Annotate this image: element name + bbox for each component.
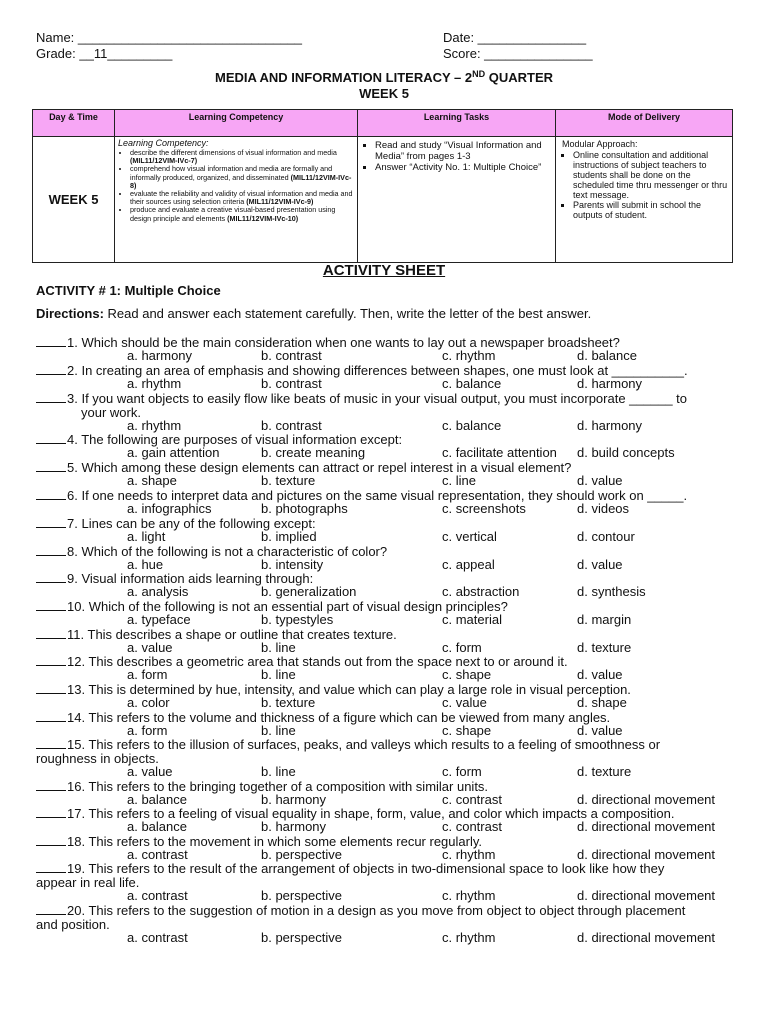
answer-blank[interactable]	[36, 335, 66, 347]
answer-blank[interactable]	[36, 627, 66, 639]
answer-option: a. form	[127, 667, 168, 682]
question-number: 18.	[67, 834, 86, 849]
question-number: 1.	[67, 335, 78, 350]
question-text: Which of the following is not an essential part of visual design principles?	[88, 599, 508, 614]
answer-option: c. shape	[442, 723, 492, 738]
list-item: ▪ Answer “Activity No. 1: Multiple Choice”	[375, 162, 552, 173]
question-number: 4.	[67, 432, 78, 447]
answer-option: c. rhythm	[442, 888, 496, 903]
table-header-row	[33, 110, 733, 137]
question-text: Lines can be any of the following except:	[81, 516, 316, 531]
title-sup: ND	[472, 69, 486, 79]
answer-option: d. balance	[577, 348, 637, 363]
question-text: In creating an area of emphasis and showing differences between shapes, one must look at __________.	[81, 363, 688, 378]
question-number: 14.	[67, 710, 86, 725]
answer-blank[interactable]	[36, 737, 66, 749]
answer-option: c. shape	[442, 667, 492, 682]
answer-option: a. rhythm	[127, 418, 182, 433]
tasks-cell	[358, 137, 556, 263]
answer-blank[interactable]	[36, 363, 66, 375]
answer-option: c. balance	[442, 376, 502, 391]
question-text: This refers to the movement in which some elements recur regularly.	[88, 834, 482, 849]
answer-blank[interactable]	[36, 654, 66, 666]
document-title	[0, 70, 768, 86]
grade-value: __11_________	[79, 46, 173, 61]
answer-option: a. balance	[127, 792, 187, 807]
question-number: 3.	[67, 391, 78, 406]
question-number: 19.	[67, 861, 86, 876]
question-text-continued: appear in real life.	[36, 875, 140, 890]
answer-option: a. color	[127, 695, 170, 710]
header-learning-competency: Learning Competency	[115, 110, 358, 137]
question-text: This refers to the volume and thickness of a figure which can be viewed from many angles.	[88, 710, 611, 725]
question-number: 16.	[67, 779, 86, 794]
question-number: 8.	[67, 544, 78, 559]
answer-blank[interactable]	[36, 391, 66, 403]
question-number: 5.	[67, 460, 78, 475]
question-number: 13.	[67, 682, 86, 697]
title-prefix: MEDIA AND INFORMATION LITERACY – 2	[214, 70, 473, 85]
answer-option: a. harmony	[127, 348, 193, 363]
answer-option: d. contour	[577, 529, 635, 544]
table-row	[33, 137, 733, 263]
question-text: Which should be the main consideration when one wants to lay out a newspaper broadsheet?	[81, 335, 620, 350]
answer-option: b. implied	[261, 529, 317, 544]
competency-code: (MIL11/12VIM-IVc-7)	[130, 156, 198, 166]
list-item: ▪ Online consultation and additional instructions of subject teachers to students shall be done on the scheduled time thru messenger or thru text message.	[573, 150, 729, 200]
answer-option: c. facilitate attention	[442, 445, 557, 460]
answer-blank[interactable]	[36, 488, 66, 500]
answer-option: d. shape	[577, 695, 627, 710]
answer-option: d. directional movement	[577, 930, 716, 945]
answer-option: c. screenshots	[442, 501, 526, 516]
question-text: If you want objects to easily flow like beats of music in your visual output, you must incorporate ______ to	[81, 391, 688, 406]
answer-option: c. contrast	[442, 792, 502, 807]
name-field: Name: _______________________________	[36, 30, 303, 45]
answer-option: b. line	[261, 764, 296, 779]
answer-option: c. material	[442, 612, 502, 627]
answer-blank[interactable]	[36, 682, 66, 694]
answer-option: c. line	[442, 473, 476, 488]
answer-option: b. harmony	[261, 819, 327, 834]
answer-option: d. value	[577, 723, 623, 738]
title-suffix: QUARTER	[485, 70, 553, 85]
question-text: This describes a geometric area that stands out from the space next to or around it.	[88, 654, 568, 669]
answer-option: a. gain attention	[127, 445, 220, 460]
answer-option: a. typeface	[127, 612, 191, 627]
directions-text: Read and answer each statement carefully. Then, write the letter of the best answer.	[103, 306, 592, 321]
competency-text: comprehend how visual information and media are formally and informally produced, organized, and disseminated	[130, 164, 333, 182]
answer-blank[interactable]	[36, 861, 66, 873]
answer-option: b. create meaning	[261, 445, 366, 460]
answer-option: c. rhythm	[442, 847, 496, 862]
delivery-label: Modular Approach:	[562, 139, 638, 149]
answer-blank[interactable]	[36, 599, 66, 611]
question-text: If one needs to interpret data and pictures on the same visual representation, they should work on _____.	[81, 488, 688, 503]
delivery-cell	[556, 137, 733, 263]
competency-text: produce and evaluate a creative visual-based presentation using design principle and elements	[130, 205, 336, 223]
tasks-list	[364, 140, 552, 173]
answer-option: b. contrast	[261, 376, 322, 391]
answer-option: d. harmony	[577, 376, 643, 391]
question-text: This describes a shape or outline that creates texture.	[87, 627, 397, 642]
answer-option: a. contrast	[127, 930, 188, 945]
answer-option: d. synthesis	[577, 584, 646, 599]
question-text: This refers to a feeling of visual equality in shape, form, value, and color which impacts a composition.	[88, 806, 675, 821]
answer-option: b. line	[261, 723, 296, 738]
question-number: 11.	[67, 627, 85, 642]
answer-option: a. light	[127, 529, 166, 544]
answer-option: a. contrast	[127, 847, 188, 862]
answer-option: b. contrast	[261, 418, 322, 433]
answer-option: a. contrast	[127, 888, 188, 903]
question-number: 2.	[67, 363, 78, 378]
answer-option: a. analysis	[127, 584, 189, 599]
answer-option: c. balance	[442, 418, 502, 433]
answer-option: b. typestyles	[261, 612, 334, 627]
answer-option: c. form	[442, 764, 482, 779]
question-text: Which among these design elements can attract or repel interest in a visual element?	[81, 460, 572, 475]
question-number: 17.	[67, 806, 86, 821]
competency-code: (MIL11/12VIM-IVc-10)	[227, 213, 299, 223]
answer-blank[interactable]	[36, 544, 66, 556]
question-text: This is determined by hue, intensity, and value which can play a large role in visual perception.	[88, 682, 631, 697]
answer-blank[interactable]	[36, 779, 66, 791]
question-number: 12.	[67, 654, 86, 669]
answer-option: b. perspective	[261, 847, 342, 862]
answer-option: c. abstraction	[442, 584, 520, 599]
list-item: ▪ Read and study “Visual Information and Media” from pages 1-3	[375, 140, 552, 162]
answer-option: c. value	[442, 695, 487, 710]
question-text: The following are purposes of visual information except:	[81, 432, 403, 447]
answer-option: a. infographics	[127, 501, 212, 516]
answer-option: d. value	[577, 473, 623, 488]
grade-label: Grade:	[36, 46, 80, 61]
activity-sheet-heading: ACTIVITY SHEET	[322, 262, 446, 279]
competency-code: (MIL11/12VIM-IVc-9)	[246, 197, 314, 207]
answer-option: a. hue	[127, 557, 164, 572]
question-text: This refers to the result of the arrangement of objects in two-dimensional space to look like how they	[88, 861, 665, 876]
answer-option: b. generalization	[261, 584, 357, 599]
answer-option: a. value	[127, 764, 173, 779]
answer-option: d. directional movement	[577, 792, 716, 807]
date-field: Date: _______________	[443, 30, 587, 45]
header-learning-tasks: Learning Tasks	[358, 110, 556, 137]
question-item	[36, 861, 728, 890]
list-item: ▪ Parents will submit in school the outputs of student.	[573, 200, 729, 220]
answer-blank[interactable]	[36, 903, 66, 915]
list-item	[130, 206, 354, 222]
answer-blank[interactable]	[36, 710, 66, 722]
answer-option: b. texture	[261, 473, 316, 488]
question-text: This refers to the illusion of surfaces, peaks, and valleys which results to a feeling of smoothness or	[88, 737, 661, 752]
competency-text: describe the different dimensions of visual information and media	[130, 148, 337, 157]
answer-option: b. line	[261, 640, 296, 655]
answer-option: c. vertical	[442, 529, 497, 544]
answer-option: b. texture	[261, 695, 316, 710]
question-number: 15.	[67, 737, 86, 752]
answer-option: d. texture	[577, 640, 632, 655]
question-text: This refers to the bringing together of a composition with similar units.	[88, 779, 489, 794]
header-day-time: Day & Time	[33, 110, 115, 137]
competency-cell	[115, 137, 358, 263]
question-text-continued: roughness in objects.	[36, 751, 159, 766]
answer-option: b. perspective	[261, 930, 342, 945]
competency-code: (MIL11/12VIM-IVc-8)	[130, 172, 352, 190]
answer-option: c. appeal	[442, 557, 495, 572]
question-number: 10.	[67, 599, 86, 614]
directions	[36, 306, 591, 321]
question-text: Which of the following is not a characteristic of color?	[81, 544, 388, 559]
question-item	[36, 903, 728, 932]
answer-option: d. margin	[577, 612, 632, 627]
answer-option: d. directional movement	[577, 888, 716, 903]
answer-option: b. photographs	[261, 501, 348, 516]
answer-option: b. intensity	[261, 557, 324, 572]
score-field: Score: _______________	[443, 46, 593, 61]
question-text-continued: and position.	[36, 917, 110, 932]
activity-title: ACTIVITY # 1: Multiple Choice	[36, 283, 221, 298]
question-text-continued: your work.	[81, 405, 141, 420]
answer-blank[interactable]	[36, 834, 66, 846]
answer-option: a. form	[127, 723, 168, 738]
list-item	[130, 165, 354, 190]
answer-option: c. contrast	[442, 819, 502, 834]
directions-label: Directions:	[36, 306, 104, 321]
list-item	[130, 149, 354, 165]
answer-option: b. perspective	[261, 888, 342, 903]
question-number: 7.	[67, 516, 78, 531]
answer-option: b. contrast	[261, 348, 322, 363]
question-item	[36, 391, 728, 420]
question-text: This refers to the suggestion of motion in a design as you move from object to object through placement	[88, 903, 686, 918]
competency-text: evaluate the reliability and validity of visual information and media and their sources using selection criteria	[130, 189, 353, 207]
question-number: 9.	[67, 571, 78, 586]
answer-option: d. directional movement	[577, 819, 716, 834]
answer-option: a. value	[127, 640, 173, 655]
answer-option: c. rhythm	[442, 930, 496, 945]
header-mode-of-delivery: Mode of Delivery	[556, 110, 733, 137]
answer-option: c. form	[442, 640, 482, 655]
answer-blank[interactable]	[36, 516, 66, 528]
answer-option: a. shape	[127, 473, 177, 488]
document-subtitle-week: WEEK 5	[359, 86, 409, 101]
answer-option: d. texture	[577, 764, 632, 779]
answer-blank[interactable]	[36, 806, 66, 818]
competency-label: Learning Competency:	[118, 138, 209, 148]
week-cell: WEEK 5	[33, 137, 115, 263]
question-text: Visual information aids learning through:	[81, 571, 314, 586]
competency-list	[118, 149, 354, 223]
answer-option: d. videos	[577, 501, 630, 516]
answer-option: b. line	[261, 667, 296, 682]
question-number: 20.	[67, 903, 86, 918]
question-item	[36, 737, 728, 766]
answer-blank[interactable]	[36, 571, 66, 583]
lesson-plan-table	[32, 109, 733, 263]
answer-option: d. build concepts	[577, 445, 675, 460]
grade-field	[36, 46, 172, 62]
answer-option: b. harmony	[261, 792, 327, 807]
list-item	[130, 190, 354, 206]
answer-option: d. directional movement	[577, 847, 716, 862]
answer-option: c. rhythm	[442, 348, 496, 363]
answer-blank[interactable]	[36, 432, 66, 444]
delivery-list	[562, 150, 729, 220]
answer-blank[interactable]	[36, 460, 66, 472]
question-number: 6.	[67, 488, 78, 503]
answer-option: d. value	[577, 667, 623, 682]
answer-option: d. harmony	[577, 418, 643, 433]
answer-option: a. rhythm	[127, 376, 182, 391]
answer-option: a. balance	[127, 819, 187, 834]
answer-option: d. value	[577, 557, 623, 572]
